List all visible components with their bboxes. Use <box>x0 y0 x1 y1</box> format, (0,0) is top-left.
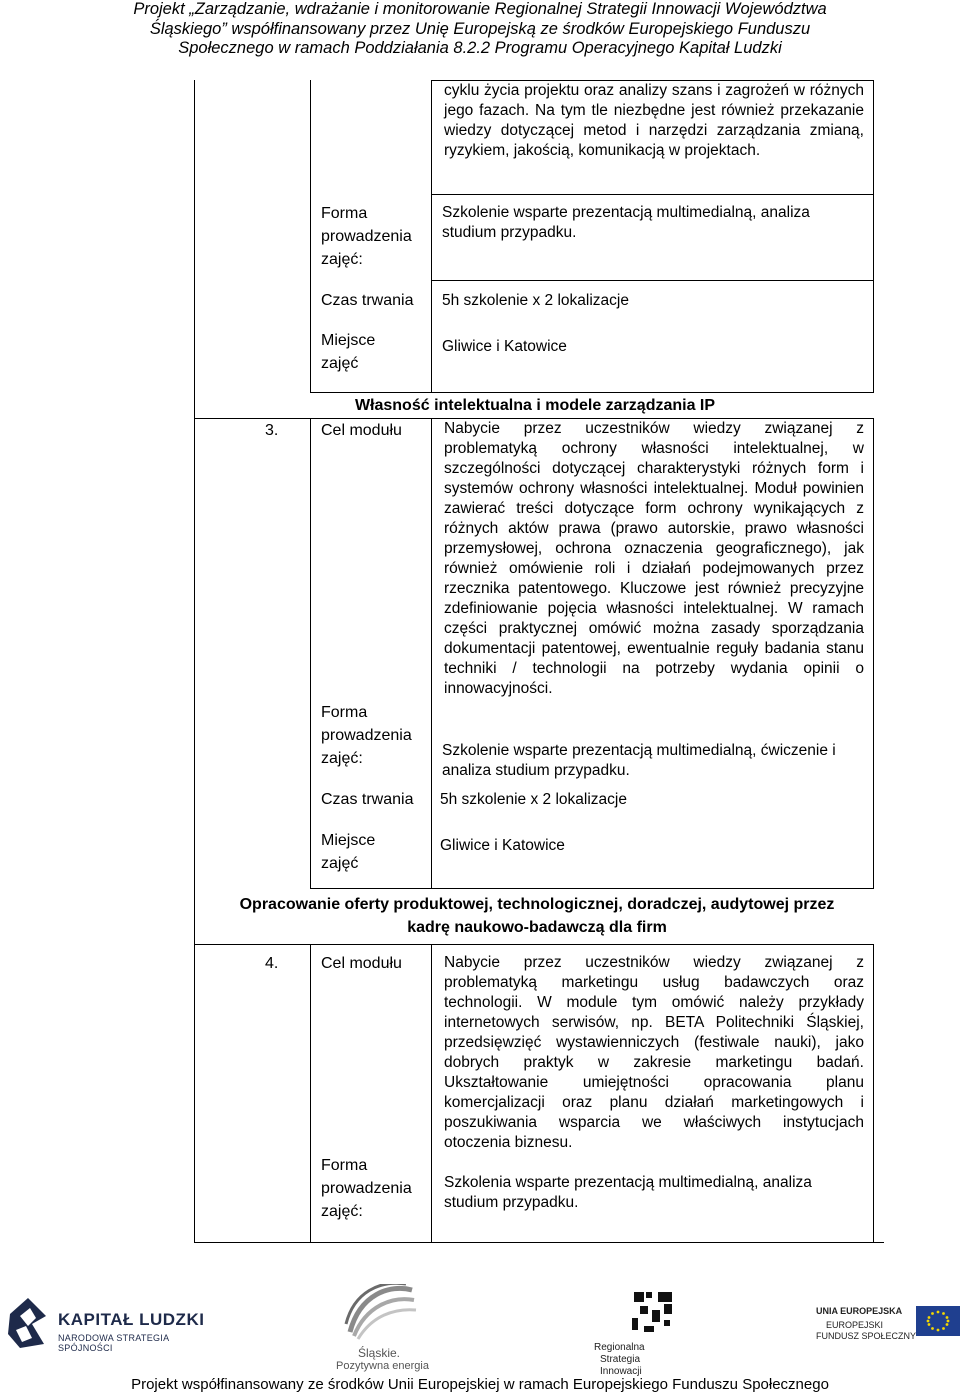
module3-place-label: Miejsce zajęć <box>321 832 376 872</box>
document-header <box>0 0 960 58</box>
row-divider-module3-end <box>310 888 874 889</box>
row-divider-module2-end <box>310 392 874 393</box>
rsi-logo <box>592 1288 682 1384</box>
kapital-ludzki-logo <box>6 1294 206 1354</box>
module2-goal-text: cyklu życia projektu oraz analizy szans i zagrożeń w różnych jego fazach. Na tym tle niezbędne jest również przekazanie wiedzy dotyczącej metod i narzędzi zarządzania zmianą, ryzykiem, jakością, komunikacją w projektach. <box>444 82 864 159</box>
table-value-divider-2 <box>431 418 432 888</box>
module2-duration-value: 5h szkolenie x 2 lokalizacje <box>442 292 629 309</box>
eu-line-2: EUROPEJSKI <box>826 1320 884 1330</box>
row-divider-goal-form <box>431 194 874 195</box>
module3-form-value: Szkolenie wsparte prezentacją multimedialną, ćwiczenie i analiza studium przypadku. <box>442 742 836 779</box>
table-right-border-2 <box>873 418 874 888</box>
module3-goal-label: Cel modułu <box>321 422 402 439</box>
kapital-ludzki-icon <box>6 1294 50 1350</box>
table-value-divider-3 <box>431 944 432 1242</box>
footer-cofinancing-text: Projekt współfinansowany ze środków Unii Europejskiej w ramach Europejskiego Funduszu Społecznego <box>131 1376 829 1393</box>
rsi-line-1: Regionalna <box>594 1342 645 1353</box>
table-left-border <box>194 80 195 1242</box>
header-line-3: Społecznego w ramach Poddziałania 8.2.2 Programu Operacyjnego Kapitał Ludzki <box>178 39 782 57</box>
rsi-line-2: Strategia <box>600 1354 641 1365</box>
module2-place-value: Gliwice i Katowice <box>442 338 567 355</box>
module4-form-label: Forma prowadzenia zajęć: <box>321 1157 412 1220</box>
module2-duration-label: Czas trwania <box>321 292 414 309</box>
rsi-pixel-icon <box>620 1288 680 1334</box>
module4-number: 4. <box>265 955 279 972</box>
module3-duration-value: 5h szkolenie x 2 lokalizacje <box>440 791 627 808</box>
module4-title <box>194 893 880 939</box>
module4-title-line-2: kadrę naukowo-badawczą dla firm <box>407 919 667 936</box>
row-divider-form-duration <box>431 280 874 281</box>
slaskie-name: Śląskie. <box>358 1346 401 1360</box>
table-right-border-1 <box>873 80 874 392</box>
eu-line-1: UNIA EUROPEJSKA <box>816 1306 903 1316</box>
module3-title: Własność intelektualna i modele zarządzania IP <box>354 397 716 414</box>
table-label-divider-1 <box>310 80 311 392</box>
slaskie-swirl-icon <box>340 1284 420 1342</box>
module3-number: 3. <box>265 422 279 439</box>
eu-line-3: FUNDUSZ SPOŁECZNY <box>816 1331 917 1341</box>
table-label-divider-2 <box>310 418 311 888</box>
module2-form-value: Szkolenie wsparte prezentacją multimedialną, analiza studium przypadku. <box>442 204 810 241</box>
module4-title-line-1: Opracowanie oferty produktowej, technologicznej, doradczej, audytowej przez <box>239 896 835 913</box>
module3-duration-label: Czas trwania <box>321 791 414 808</box>
rsi-line-3: Innowacji <box>600 1366 642 1377</box>
eu-flag-icon <box>916 1306 960 1336</box>
module2-form-label: Forma prowadzenia zajęć: <box>321 205 412 268</box>
module4-form-value: Szkolenia wsparte prezentacją multimedialną, analiza studium przypadku. <box>444 1174 812 1211</box>
slaskie-logo <box>330 1284 430 1376</box>
module3-place-value: Gliwice i Katowice <box>440 837 565 854</box>
module3-form-label: Forma prowadzenia zajęć: <box>321 704 412 767</box>
slaskie-tagline: Pozytywna energia <box>336 1360 429 1372</box>
kapital-ludzki-title: KAPITAŁ LUDZKI <box>58 1310 205 1329</box>
table-value-divider-1 <box>431 80 432 392</box>
header-line-1: Projekt „Zarządzanie, wdrażanie i monitorowanie Regionalnej Strategii Innowacji Województwa <box>133 0 827 18</box>
module2-place-label: Miejsce zajęć <box>321 332 376 372</box>
row-divider-module4-title <box>194 944 874 945</box>
header-line-2: Śląskiego” współfinansowany przez Unię Europejską ze środków Europejskiego Funduszu <box>149 19 811 38</box>
table-right-border-3 <box>873 944 874 1242</box>
kapital-ludzki-subtitle: NARODOWA STRATEGIA SPÓJNOŚCI <box>58 1333 169 1353</box>
module3-goal-text: Nabycie przez uczestników wiedzy związanej z problematyką ochrony własności intelektualnej, w szczególności dotyczącej charakterystyki różnych form i systemów ochrony własności intelektualnej. Moduł powinien zawierać treści dotyczące form ochrony wynikających z różnych aktów prawa (prawo autorskie, prawo własności przemysłowej, ochrona oznaczenia geograficznego), jak również omówienie roli i działań podejmowanych przez rzecznika patentowego. Kluczowe jest również precyzyjne zdefiniowanie pojęcia własności intelektualnej. W ramach części praktycznej omówić można zasady sporządzania dokumentacji patentowej, ewentualnie reguły badania stanu techniki / technologii na potrzeby wydania opinii o innowacyjności. <box>444 420 864 697</box>
table-bottom-line <box>194 1242 884 1243</box>
table-label-divider-3 <box>310 944 311 1242</box>
eu-efs-logo <box>816 1306 960 1358</box>
module4-goal-text: Nabycie przez uczestników wiedzy związanej z problematyką marketingu usług badawczych oraz technologii. W module tym omówić należy przykłady internetowych serwisów, np. BETA Politechniki Śląskiej, przedsięwzięć wystawienniczych (festiwale nauki), jako dobrych praktyk w zakresie marketingu badań. Ukształtowanie umiejętności opracowania planu komercjalizacji oraz planu działań marketingowych i poszukiwania wsparcia we właściwych instytucjach otoczenia biznesu. <box>444 954 864 1151</box>
module4-goal-label: Cel modułu <box>321 955 402 972</box>
